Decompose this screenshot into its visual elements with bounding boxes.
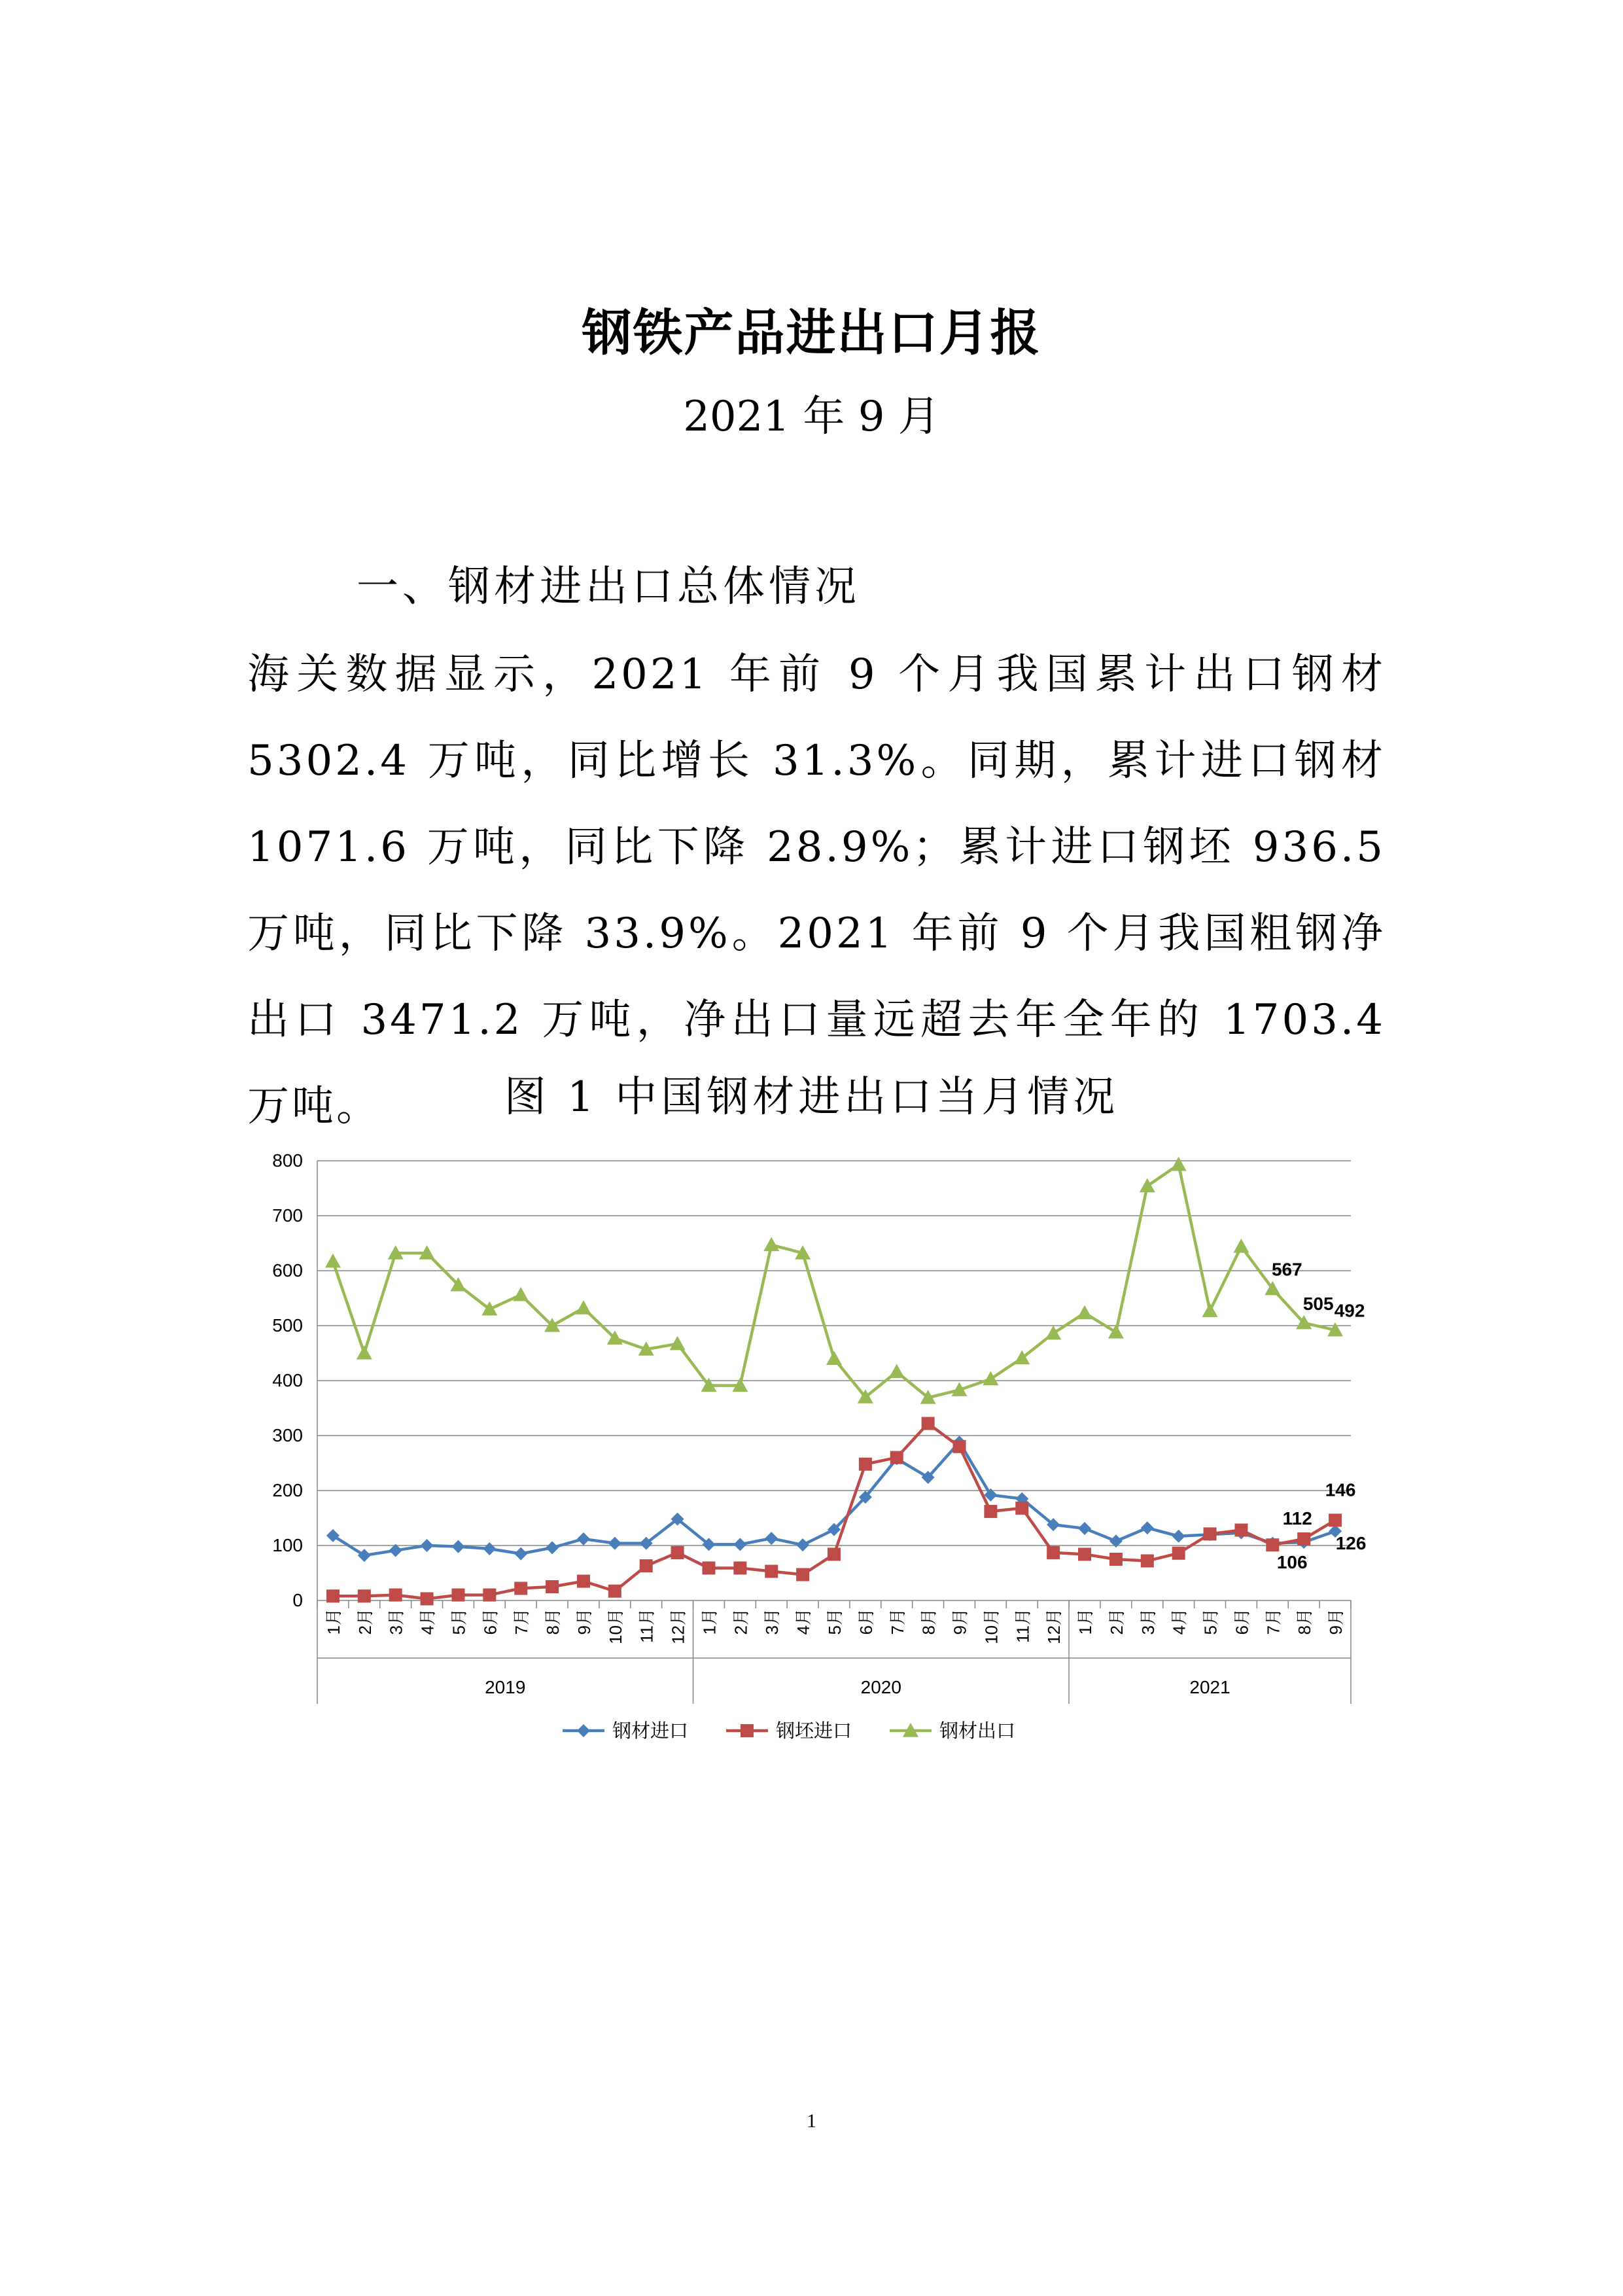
legend-marker — [741, 1724, 754, 1737]
x-tick-label: 5月 — [825, 1608, 845, 1635]
report-date: 2021 年 9 月 — [683, 393, 940, 441]
data-point — [326, 1589, 340, 1602]
data-point — [451, 1589, 464, 1602]
data-point — [1233, 1239, 1249, 1253]
data-point — [421, 1592, 434, 1605]
data-point — [608, 1585, 621, 1598]
y-tick-label: 200 — [272, 1480, 303, 1500]
year-label: 2019 — [485, 1677, 526, 1697]
data-point — [828, 1547, 841, 1561]
data-label: 112 — [1282, 1508, 1312, 1528]
data-point — [1140, 1178, 1155, 1193]
data-point — [983, 1371, 998, 1385]
data-point — [1234, 1523, 1248, 1536]
x-tick-label: 10月 — [981, 1608, 1002, 1644]
data-point — [1045, 1326, 1061, 1340]
data-label: 505 — [1302, 1293, 1334, 1314]
series-line — [333, 1424, 1335, 1599]
data-point — [1109, 1553, 1123, 1566]
data-point — [357, 1345, 372, 1360]
x-tick-label: 2月 — [731, 1608, 751, 1635]
data-point — [1141, 1521, 1154, 1534]
data-point — [1171, 1157, 1187, 1171]
page-number: 1 — [807, 2110, 816, 2132]
x-tick-label: 7月 — [887, 1608, 907, 1635]
x-tick-label: 11月 — [637, 1608, 657, 1643]
data-point — [796, 1538, 809, 1551]
data-label: 106 — [1276, 1551, 1308, 1572]
data-point — [890, 1451, 903, 1464]
x-tick-label: 6月 — [856, 1608, 876, 1635]
data-point — [576, 1300, 591, 1315]
data-point — [702, 1561, 715, 1574]
data-point — [796, 1568, 809, 1581]
data-point — [1172, 1530, 1185, 1543]
data-point — [1077, 1305, 1092, 1320]
data-point — [389, 1589, 402, 1602]
data-point — [483, 1542, 496, 1555]
x-tick-label: 9月 — [1326, 1608, 1346, 1635]
x-tick-label: 4月 — [417, 1608, 438, 1635]
data-point — [671, 1546, 684, 1559]
data-point — [1297, 1532, 1310, 1545]
data-point — [577, 1575, 590, 1588]
x-tick-label: 8月 — [1295, 1608, 1315, 1635]
data-point — [325, 1254, 341, 1268]
x-tick-label: 6月 — [480, 1608, 500, 1635]
data-point — [1202, 1303, 1218, 1317]
data-point — [859, 1458, 872, 1471]
y-tick-label: 800 — [272, 1150, 303, 1171]
data-point — [608, 1537, 621, 1550]
data-point — [953, 1440, 966, 1453]
x-tick-label: 4月 — [794, 1608, 814, 1635]
data-point — [984, 1505, 997, 1518]
x-tick-label: 3月 — [386, 1608, 406, 1635]
y-tick-label: 500 — [272, 1315, 303, 1335]
x-tick-label: 10月 — [605, 1608, 625, 1644]
data-point — [546, 1580, 559, 1593]
x-tick-label: 3月 — [762, 1608, 782, 1635]
data-point — [514, 1582, 527, 1595]
x-tick-label: 9月 — [574, 1608, 594, 1635]
figure-caption: 图 1 中国钢材进出口当月情况 — [504, 1073, 1119, 1122]
data-point — [1329, 1513, 1342, 1527]
data-point — [640, 1559, 653, 1572]
x-tick-label: 9月 — [950, 1608, 970, 1635]
x-tick-label: 5月 — [449, 1608, 469, 1635]
year-label: 2020 — [860, 1677, 901, 1697]
report-title: 钢铁产品进出口月报 — [582, 304, 1041, 362]
data-point — [733, 1538, 746, 1551]
y-tick-label: 100 — [272, 1535, 303, 1555]
data-point — [546, 1541, 559, 1554]
x-tick-label: 4月 — [1169, 1608, 1189, 1635]
x-tick-label: 2月 — [355, 1608, 375, 1635]
data-point — [1204, 1527, 1217, 1540]
y-tick-label: 300 — [272, 1425, 303, 1445]
data-point — [483, 1589, 496, 1602]
x-tick-label: 1月 — [323, 1608, 343, 1635]
x-tick-label: 11月 — [1013, 1608, 1033, 1643]
year-label: 2021 — [1189, 1677, 1230, 1697]
x-tick-label: 6月 — [1232, 1608, 1252, 1635]
legend-marker — [577, 1724, 590, 1737]
x-tick-label: 3月 — [1138, 1608, 1158, 1635]
y-tick-label: 600 — [272, 1260, 303, 1280]
data-label: 146 — [1325, 1479, 1356, 1500]
x-tick-label: 7月 — [1263, 1608, 1283, 1635]
data-point — [358, 1589, 371, 1602]
data-point — [670, 1336, 686, 1351]
data-label: 126 — [1335, 1533, 1367, 1554]
x-tick-label: 8月 — [918, 1608, 939, 1635]
data-point — [421, 1539, 434, 1552]
data-point — [765, 1564, 778, 1578]
legend-label: 钢材进口 — [612, 1721, 689, 1742]
y-tick-label: 0 — [292, 1590, 303, 1610]
series-line — [333, 1442, 1335, 1555]
data-point — [1141, 1555, 1154, 1568]
x-tick-label: 8月 — [543, 1608, 563, 1635]
x-tick-label: 7月 — [512, 1608, 532, 1635]
data-point — [514, 1547, 527, 1561]
summary-paragraph: 海关数据显示，2021 年前 9 个月我国累计出口钢材 5302.4 万吨，同比增长 31.3%。同期，累计进口钢材 1071.6 万吨，同比下降 28.9%；累计进口钢坯 936.5 万吨，同比下降 33.9%。2021 年前 9 个月我国粗钢净出口 3471.2 万吨，净出口量远超去年全年的 1703.4 万吨。 — [247, 650, 1386, 1131]
data-point — [1266, 1538, 1279, 1551]
x-tick-label: 2月 — [1106, 1608, 1126, 1635]
x-tick-label: 12月 — [1044, 1608, 1064, 1644]
data-point — [577, 1532, 590, 1545]
data-point — [1078, 1522, 1091, 1535]
data-point — [1172, 1547, 1185, 1560]
legend-label: 钢坯进口 — [776, 1721, 852, 1742]
import-export-line-chart — [242, 1139, 1387, 1767]
data-point — [765, 1532, 778, 1545]
y-tick-label: 700 — [272, 1205, 303, 1226]
y-tick-label: 400 — [272, 1370, 303, 1390]
data-point — [1047, 1546, 1060, 1559]
data-point — [763, 1237, 779, 1252]
data-point — [1015, 1502, 1028, 1515]
data-point — [1078, 1547, 1091, 1561]
data-label: 567 — [1271, 1259, 1302, 1280]
data-point — [826, 1351, 842, 1365]
x-tick-label: 1月 — [1075, 1608, 1096, 1635]
data-point — [922, 1417, 935, 1430]
section-heading: 一、钢材进出口总体情况 — [357, 563, 860, 611]
data-point — [889, 1364, 905, 1379]
data-point — [513, 1287, 529, 1301]
x-tick-label: 12月 — [668, 1608, 688, 1644]
legend-label: 钢材出口 — [939, 1721, 1016, 1742]
data-point — [733, 1561, 746, 1574]
data-point — [451, 1540, 464, 1553]
data-label: 492 — [1334, 1300, 1365, 1321]
data-point — [1108, 1324, 1124, 1339]
x-tick-label: 5月 — [1200, 1608, 1221, 1635]
x-tick-label: 1月 — [699, 1608, 720, 1635]
